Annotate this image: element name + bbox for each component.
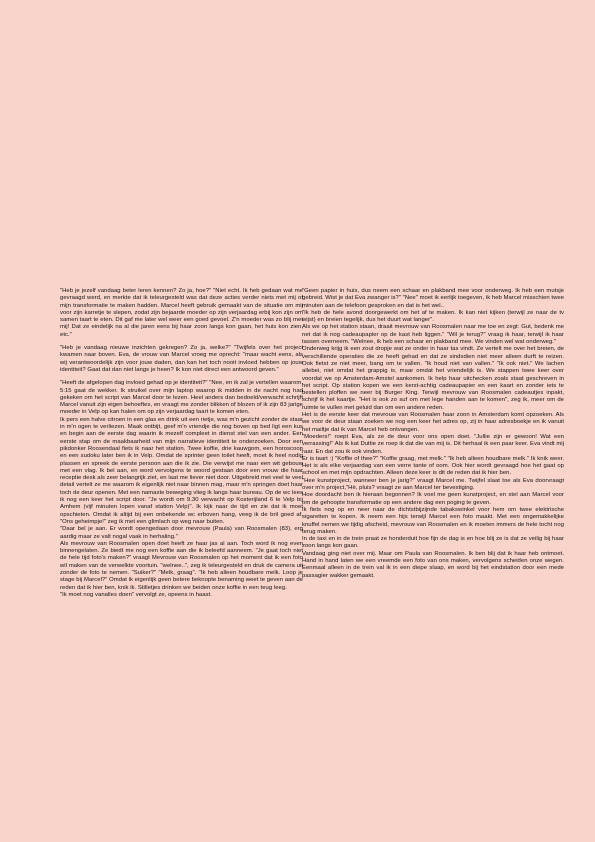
paragraph: Als we op het station staan, draait mevrouw van Roosmalen naar me toe en zegt: Gut, bedenk me net dat ik nog cadeaupapier op de kast heb liggen." "Wil je terug?" vraag ik haar, terwijl ik haar tassen overneem. "Welnee, ik heb een schaar en plakband mee. We vinden wel wat onderweg.": [302, 324, 564, 346]
paragraph: Ik fiets nog op en neer naar de dichtstbijzijnde tabakswinkel voor hem om twee elektrische sigaretten te kopen. Ik neem een hijs terwijl Marcel een foto maakt. Met een ongemakkelijke knuffel nemen we tijdig afscheid, mevrouw van Roosmalen en ik moeten immers de hele tocht nog terug maken.: [302, 506, 564, 535]
paragraph: Hoe doordacht ben ik hieraan begonnen? Ik voel me geen kunstproject, en stel aan Marcel voor om de gehoopte transformatie op een andere dag een poging te geven.: [302, 492, 564, 506]
paragraph: Er is taart :) "Koffie of thee?" "Koffie graag, met melk." "Ik heb alleen houdbare melk." Ik knik weer. Het is als elke verjaardag van een verre tante of oom. Ook hier wordt gevraagd hoe het gaat op school en met mijn opdrachten. Alleen deze keer is dit de reden dat ik hier ben.: [302, 455, 564, 477]
paragraph: "Moeders!" roept Eva, als ze de deur voor ons open doet. "Jullie zijn er gewoon! Wat een verrassing!" Als ik kat Duttie ze roep ik dat die van mij is. Dit herhaal ik een paar keer. Eva vindt mij raar. En dat zou ik ook vinden.: [302, 433, 564, 455]
paragraph: "Ik heb de hele avond doorgewerkt om het af te maken. Ik kan niet kijken (terwijl ze naar de tv wijst) en breien tegelijk, dus het duurt wat langer".: [302, 309, 564, 324]
article-body: [60, 288, 562, 828]
paragraph: In de taxi en in de trein praat ze honderduit hoe fijn de dag is en hoe blij ze is dat ze veilig bij haar zoon langs kon gaan.: [302, 536, 564, 550]
paragraph: Onderweg krijg ik een zout dropje wat ze onder in haar tas vindt. Ze vertelt me over het breien, de verschillende operaties die ze heeft gehad en dat ze sindsdien niet meer alleen durft te reizen. Ook fietst ze niet meer, bang om te vallen. "Ik houd niet van vallen." "Ik ook niet." We lachen allebei, niet omdat het grappig is, maar omdat het vriendelijk is. We stappen twee keer over voordat we op Amsterdam-Amstel aankomen. Ik help haar uitchecken zoals staat geschreven in het script. Op station kopen we een kerst-achtig cadeaupapier en een kaart en zonder iets te bestellen ploffen we neer bij Burger King. Terwijl mevrouw van Roosmalen cadeautjes inpakt, schrijf ik het kaartje. "Het is ook zo suf om met lege handen aan te komen", zeg ik, meer om de ruimte te vullen met geluid dan om een andere reden.: [302, 346, 564, 411]
paragraph: "Ik moet nog vanalles doen" vervolgt ze, opeens in haast.: [60, 591, 212, 598]
right-column: [302, 288, 564, 586]
paragraph: "Heeft de afgelopen dag invloed gehad op je identiteit?" "Nee, en ik zal je vertellen waarom. 5:15 gaat de wekker. Ik struikel over mijn laptop waarop ik midden in de nacht nog had gekeken om het script van Marcel door te lezen. Heel anders dan bedoeld/verwacht schrijft Marcel vanuit zijn eigen behoeftes, en vraagt me zonder blikken of blozen of ik zijn 83 jarige moeder in Velp op kan halen om op zijn verjaardag taart te komen eten.: [60, 380, 303, 416]
paragraph: "Heb je vandaag nieuwe inzichten gekregen? Zo ja, welke?" "Twijfels over het project kwamen naar boven. Eva, de vrouw van Marcel vroeg me oprecht: "maar wacht eens, als wij verantwoordelijk zijn voor jouw daden, dan kan het toch nooit invloed hebben op jouw identiteit? Gaat dat dan niet langs je heen? Ik kon niet direct een antwoord geven.": [60, 345, 303, 373]
paragraph: Het is de eerste keer dat mevrouw van Roosmalen haar zoon in Amsterdam komt opzoeken. Als we voor de deur staan zoeken we nog een keer het adres op, zij in haar adresboekje en ik vanuit het mailtje dat ik van Marcel heb ontvangen.: [302, 412, 564, 433]
paragraph: "Hee kunstproject, wanneer ben je jarig?" vraagt Marcel me. Twijfel slaat toe als Eva doorvraagt over m'n project,"Hè, pluis? vraagt ze aan Marcel ter bevestiging.: [302, 477, 564, 492]
paragraph: "Daar bel je aan. Er wordt opengedaan door mevrouw (Paula) van Roosmalen (83), erg aardig maar ze valt nogal vaak in herhaling.": [60, 526, 303, 540]
paragraph: "Geen papier in huis, dus neem een schaar en plakband mee voor onderweg. Ik heb een mutsje gebreid. Wist je dat Eva zwanger is?" "Nee" moet ik eerlijk toegeven, ik heb Marcel misschien twee minuten aan de telefoon gesproken en dat is het wel..: [302, 288, 564, 309]
paragraph: Ik pers een halve citroen in een glas en drink uit een rietje, was m'n gezicht zonder de staar in m'n ogen te verliezen. Maak ontbijt, geef m'n vriendje die nog boven op bed ligt een kus en begin aan de eerste dag waarin ik mezelf compleet in dienst stel van een ander. Een eerste stap om de maakbaarheid van mijn narratieve identiteit te onderzoeken. Door een pikdonker Roosendaal fiets ik naar het station. Twee koffie, drie kauwgom, een horoscoop en een sudoku later ben ik in Velp. Omdat de sprinter geen toilet heeft, moet ik heel nodig plassen en spreek de eerste persoon aan die ik zie. Die verwijst me naar een wit gebouw met een vlag. Ik bel aan, en word vervolgens te woord gestaan door een vrouw die haar receptie desk als zeer belangrijk ziet, en laat me liever niet door. Uitgebreid met veel te veel detail vertelt ze me waarom ik eigenlijk niet naar binnen mag, maar m'n springen doet haar toch de deur openen. Met een namaste beweging vlieg ik langs haar bureau. Op de wc lees ik nog een keer het script door. "Je wordt om 9.30 verwacht op Kosterijland 6 te Velp bij Amhem (vijf minuten lopen vanaf station Velp)". Ik kijk naar de tijd en zie dat ik moet opschieten. Omdat ik altijd bij een onbekende wc erboven hang, veeg ik de bril goed af. "Ons geheimpje!" zeg ik met een glimlach op weg naar buiten.: [60, 416, 303, 525]
paragraph: Als mevrouw van Roosmalen open doet heeft ze haar jas al aan. Toch word ik nog even binnengelaten. Ze biedt me nog een koffie aan die ik beleefd aanneem. "Je gaat toch niet de hele tijd foto's maken?" vraagt Mevrouw van Roosmalen op het moment dat ik een foto wil maken van de verwelkte voortuin. "welnee..", zeg ik teleurgesteld en druk de camera uit zonder de foto te nemen. "Suiker?" "Melk, graag". "Ik heb alleen houdbare melk. Loop je stage bij Marcel?" Omdat ik eigenlijk geen betere beknopte benaming weet te geven aan de reden dat ik hier ben, knik ik. Stilletjes drinken we beiden onze koffie in een teug leeg.: [60, 540, 303, 591]
left-column: [60, 288, 303, 605]
paragraph: Vandaag ging niet over mij. Maar om Paula van Roosmalen. Ik ben blij dat ik haar heb ontmoet. Hand in hand laten we een vreemde een foto van ons maken, vervolgens scheiden onze wegen. Eenmaal alleen in de trein val ik in een diepe slaap, en word bij het eindstation door een mede passagier wakker gemaakt.: [302, 550, 564, 579]
paragraph: "Heb je jezelf vandaag beter leren kennen? Zo ja, hoe?" "Niet echt. Ik heb gedaan wat me gevraagd werd, en merkte dat ik teleurgesteld was dat deze acties verder niets met mij of mijn transformatie te maken hadden. Marcel heeft gebruik gemaakt van de situatie om mij voor zijn karretje te slepen, zodat zijn bejaarde moeder op zijn verjaardag erbij kon zijn om samen taart te eten. Dit gaf me later wel weer een goed gevoel. Z'n moeder was zo blij met mij! Dat ze eindelijk na al die jaren eens bij haar zoon langs kon gaan, het huis kon zien, etc.": [60, 288, 303, 338]
